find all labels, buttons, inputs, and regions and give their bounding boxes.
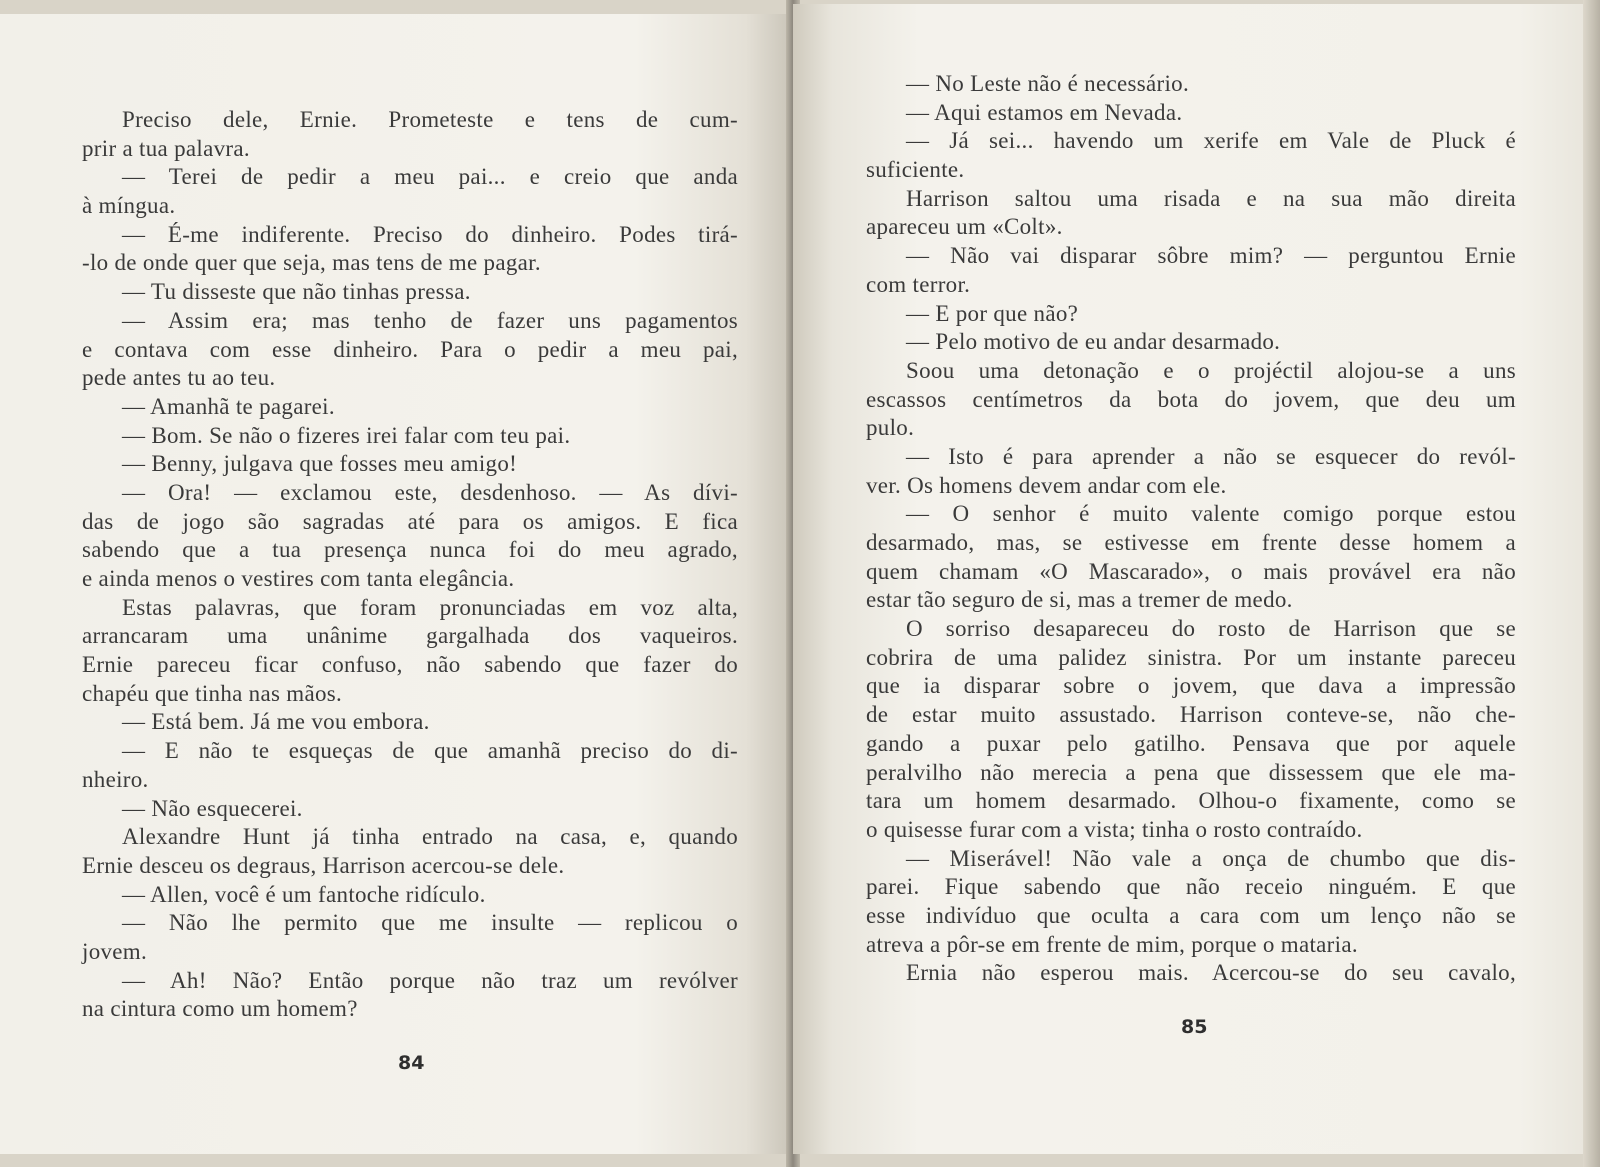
text-line: — E não te esqueças de que amanhã preciso do di- xyxy=(122,738,738,764)
text-line: — Isto é para aprender a não se esquecer do revól- xyxy=(906,443,1516,469)
text-line: ver. Os homens devem andar com ele. xyxy=(866,472,1227,498)
left-page-number: 84 xyxy=(398,1052,425,1074)
right-page-number: 85 xyxy=(1181,1016,1208,1038)
text-line: das de jogo são sagradas até para os amigos. E fica xyxy=(82,508,738,534)
text-line: — Amanhã te pagarei. xyxy=(122,393,335,419)
left-page xyxy=(0,14,793,1154)
text-line: sabendo que a tua presença nunca foi do meu agrado, xyxy=(82,537,738,563)
text-line: Ernia não esperou mais. Acercou-se do seu cavalo, xyxy=(906,960,1516,986)
text-line: — Benny, julgava que fosses meu amigo! xyxy=(122,451,518,477)
text-line: Ernie pareceu ficar confuso, não sabendo que fazer do xyxy=(82,652,738,678)
text-line: peralvilho não merecia a pena que dissessem que ele ma- xyxy=(866,759,1516,785)
text-line: — Ah! Não? Então porque não traz um revólver xyxy=(122,967,738,993)
text-line: — Está bem. Já me vou embora. xyxy=(122,709,430,735)
right-page xyxy=(793,4,1583,1154)
text-line: nheiro. xyxy=(82,766,149,792)
text-line: — Aqui estamos em Nevada. xyxy=(906,99,1183,125)
text-line: desarmado, mas, se estivesse em frente desse homem a xyxy=(866,530,1516,555)
text-line: — Assim era; mas tenho de fazer uns pagamentos xyxy=(122,307,738,333)
text-line: o quisesse furar com a vista; tinha o rosto contraído. xyxy=(866,816,1363,842)
text-line: arrancaram uma unânime gargalhada dos vaqueiros. xyxy=(82,623,738,649)
text-line: e ainda menos o vestires com tanta elegância. xyxy=(82,566,515,591)
text-line: — Bom. Se não o fizeres irei falar com teu pai. xyxy=(122,422,571,448)
text-line: — Pelo motivo de eu andar desarmado. xyxy=(906,329,1281,355)
text-line: pede antes tu ao teu. xyxy=(82,365,276,391)
left-page-text xyxy=(82,106,738,1024)
text-line: — E por que não? xyxy=(906,300,1079,326)
text-line: cobrira de uma palidez sinistra. Por um instante pareceu xyxy=(866,644,1516,670)
text-line: Preciso dele, Ernie. Prometeste e tens de cum- xyxy=(122,107,738,132)
text-line: de estar muito assustado. Harrison conteve-se, não che- xyxy=(866,702,1516,728)
text-line: gando a puxar pelo gatilho. Pensava que por aquele xyxy=(866,730,1516,756)
text-line: -lo de onde quer que seja, mas tens de me pagar. xyxy=(82,250,541,276)
text-line: — É-me indiferente. Preciso do dinheiro. Podes tirá- xyxy=(122,221,738,247)
text-line: — Allen, você é um fantoche ridículo. xyxy=(122,881,486,907)
text-line: — Terei de pedir a meu pai... e creio que anda xyxy=(122,164,738,190)
text-line: na cintura como um homem? xyxy=(82,996,358,1022)
text-line: com terror. xyxy=(866,271,971,297)
text-line: pulo. xyxy=(866,415,915,441)
text-line: chapéu que tinha nas mãos. xyxy=(82,680,343,706)
text-line: Harrison saltou uma risada e na sua mão direita xyxy=(906,185,1516,211)
text-line: e contava com esse dinheiro. Para o pedir a meu pai, xyxy=(82,336,738,362)
text-line: à míngua. xyxy=(82,193,176,219)
text-line: — O senhor é muito valente comigo porque estou xyxy=(906,501,1516,527)
text-line: — Ora! — exclamou este, desdenhoso. — As dívi- xyxy=(122,479,738,505)
text-line: — Não esquecerei. xyxy=(122,795,303,821)
text-line: Soou uma detonação e o projéctil alojou-se a uns xyxy=(906,357,1516,383)
text-line: — Não lhe permito que me insulte — replicou o xyxy=(122,910,738,936)
text-line: Alexandre Hunt já tinha entrado na casa, e, quando xyxy=(122,824,738,850)
text-line: apareceu um «Colt». xyxy=(866,214,1063,240)
text-line: — Miserável! Não vale a onça de chumbo que dis- xyxy=(906,845,1516,871)
text-line: Ernie desceu os degraus, Harrison acercou-se dele. xyxy=(82,852,565,878)
text-line: que ia disparar sobre o jovem, que dava a impressão xyxy=(866,673,1516,699)
text-line: — Tu disseste que não tinhas pressa. xyxy=(122,279,471,305)
page-edge xyxy=(1583,0,1600,1167)
text-line: estar tão seguro de si, mas a tremer de medo. xyxy=(866,587,1293,613)
text-line: — No Leste não é necessário. xyxy=(906,71,1190,96)
text-line: parei. Fique sabendo que não receio ninguém. E que xyxy=(866,874,1516,900)
text-line: Estas palavras, que foram pronunciadas em voz alta, xyxy=(122,594,738,620)
right-page-text xyxy=(866,70,1516,988)
text-line: — Não vai disparar sôbre mim? — perguntou Ernie xyxy=(906,243,1516,269)
text-line: quem chamam «O Mascarado», o mais provável era não xyxy=(866,558,1516,584)
text-line: suficiente. xyxy=(866,157,965,183)
text-line: jovem. xyxy=(82,938,148,964)
text-line: esse indivíduo que oculta a cara com um lenço não se xyxy=(866,902,1516,928)
text-line: atreva a pôr-se em frente de mim, porque o mataria. xyxy=(866,931,1358,957)
text-line: tara um homem desarmado. Olhou-o fixamente, como se xyxy=(866,788,1516,814)
text-line: — Já sei... havendo um xerife em Vale de Pluck é xyxy=(906,128,1516,154)
text-line: prir a tua palavra. xyxy=(82,135,250,161)
text-line: escassos centímetros da bota do jovem, que deu um xyxy=(866,386,1516,412)
text-line: O sorriso desapareceu do rosto de Harrison que se xyxy=(906,616,1516,642)
